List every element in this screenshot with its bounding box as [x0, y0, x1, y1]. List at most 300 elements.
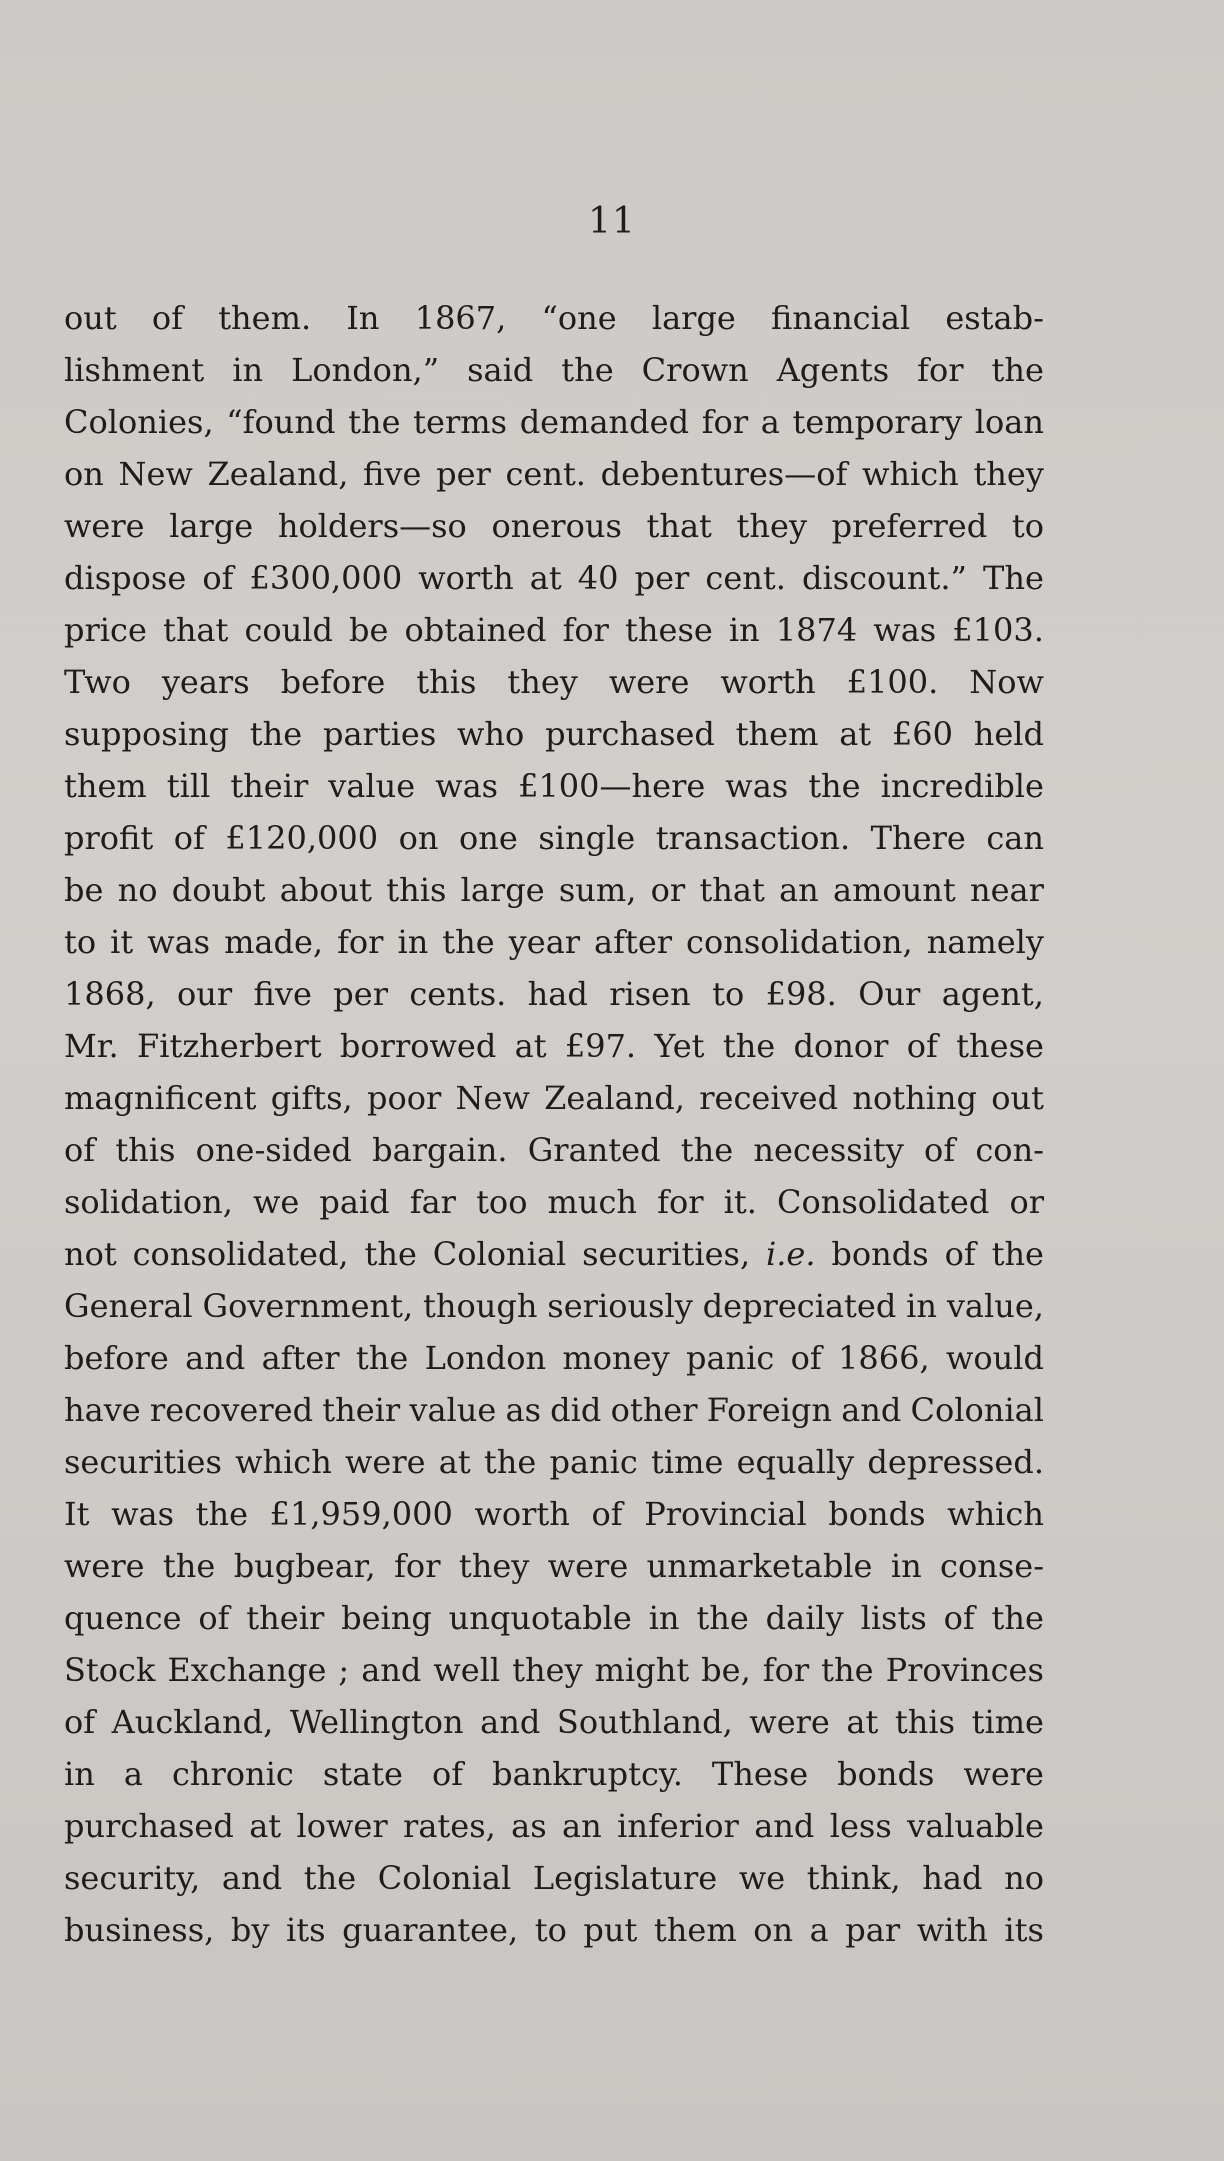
word: can	[986, 819, 1044, 857]
word: that	[646, 507, 712, 545]
word: though	[423, 1287, 538, 1325]
word: 1867,	[414, 299, 507, 337]
text-line	[64, 1696, 1044, 1748]
word: value	[328, 767, 416, 805]
word: seriously	[547, 1287, 693, 1325]
text-line	[64, 500, 1044, 552]
word: lishment	[64, 351, 205, 389]
word: depressed.	[867, 1443, 1044, 1481]
word: they	[507, 663, 578, 701]
word: of	[64, 1131, 96, 1169]
word: on	[398, 819, 439, 857]
word: or	[650, 871, 686, 909]
word: the	[991, 1235, 1044, 1273]
text-line	[64, 448, 1044, 500]
word: the	[483, 1443, 537, 1481]
word: solidation,	[64, 1183, 233, 1221]
word: a	[809, 1911, 829, 1949]
word: daily	[765, 1599, 844, 1637]
word: before	[64, 1339, 169, 1377]
word: a	[760, 403, 780, 441]
word: of	[944, 1235, 976, 1273]
word: Provincial	[644, 1495, 807, 1533]
word: panic	[549, 1443, 638, 1481]
word: for	[562, 611, 609, 649]
word: their	[246, 1599, 325, 1637]
word: this	[386, 871, 447, 909]
word: of	[943, 1599, 975, 1637]
word: Colonial	[377, 1859, 512, 1897]
word: value	[409, 1391, 497, 1429]
word: bonds	[837, 1755, 935, 1793]
text-line	[64, 1748, 1044, 1800]
text-line	[64, 916, 1044, 968]
word: in	[906, 1287, 937, 1325]
word: they	[512, 1651, 583, 1689]
word: Stock	[64, 1651, 156, 1689]
text-line	[64, 1800, 1044, 1852]
word: New	[118, 455, 193, 493]
word: in	[397, 923, 429, 961]
word: Exchange	[167, 1651, 327, 1689]
word: and	[841, 1391, 902, 1429]
word: security,	[64, 1859, 201, 1897]
word: of	[432, 1755, 464, 1793]
word: Auckland,	[111, 1703, 274, 1741]
word: or	[1009, 1183, 1044, 1221]
word: £1,959,000	[269, 1495, 453, 1533]
word: held	[973, 715, 1044, 753]
word: less	[829, 1807, 892, 1845]
word: by	[230, 1911, 270, 1949]
text-line	[64, 552, 1044, 604]
word: might	[594, 1651, 690, 1689]
word: they	[458, 1547, 530, 1585]
text-line	[64, 760, 1044, 812]
word: was	[873, 611, 937, 649]
text-line	[64, 604, 1044, 656]
word: transaction.	[655, 819, 851, 857]
word: were	[345, 1443, 426, 1481]
word: at	[249, 1807, 282, 1845]
word: value,	[946, 1287, 1044, 1325]
word: could	[244, 611, 333, 649]
word: its	[1004, 1911, 1044, 1949]
word: worth	[474, 1495, 570, 1533]
word: £98.	[765, 975, 837, 1013]
word: the	[561, 351, 614, 389]
word: to	[712, 975, 745, 1013]
word: think,	[806, 1859, 901, 1897]
word: who	[457, 715, 525, 753]
word: to	[64, 923, 97, 961]
word: cent.	[505, 455, 586, 493]
word: equally	[736, 1443, 855, 1481]
word: till	[166, 767, 211, 805]
word: in	[648, 1599, 680, 1637]
word: as	[505, 1391, 541, 1429]
word: of	[906, 1027, 938, 1065]
word: £120,000	[225, 819, 379, 857]
word: out	[991, 1079, 1044, 1117]
word: their	[322, 1391, 401, 1429]
word: 1868,	[64, 975, 156, 1013]
word: the	[991, 1599, 1044, 1637]
word: on	[753, 1911, 794, 1949]
text-line	[64, 968, 1044, 1020]
word: these	[956, 1027, 1044, 1065]
word: for	[657, 1183, 704, 1221]
word: them	[735, 715, 819, 753]
word: obtained	[404, 611, 547, 649]
word: terms	[413, 403, 508, 441]
word: were	[963, 1755, 1044, 1793]
word: General	[64, 1287, 193, 1325]
word: “found	[226, 403, 336, 441]
word: securities,	[582, 1235, 751, 1273]
word: was	[435, 767, 499, 805]
word: of	[64, 1703, 96, 1741]
word: time	[971, 1703, 1044, 1741]
word: it.	[723, 1183, 757, 1221]
word: Southland,	[556, 1703, 733, 1741]
word: would	[945, 1339, 1044, 1377]
word: Crown	[641, 351, 749, 389]
text-line	[64, 864, 1044, 916]
word: at	[846, 1703, 879, 1741]
word: large	[460, 871, 545, 909]
word: profit	[64, 819, 154, 857]
word: preferred	[831, 507, 988, 545]
word: said	[467, 351, 534, 389]
word: were	[608, 663, 690, 701]
word: a	[123, 1755, 143, 1793]
word: at	[438, 1443, 471, 1481]
word: Colonial	[910, 1391, 1044, 1429]
word: Fitzherbert	[137, 1027, 322, 1065]
word: of	[173, 819, 205, 857]
word: per	[333, 975, 388, 1013]
word: with	[916, 1911, 988, 1949]
word: being	[341, 1599, 432, 1637]
word: on	[64, 455, 104, 493]
word: £60	[891, 715, 953, 753]
word: about	[279, 871, 372, 909]
word: guarantee,	[342, 1911, 519, 1949]
word: them	[653, 1911, 737, 1949]
word: to	[534, 1911, 567, 1949]
word: were	[749, 1703, 830, 1741]
text-line	[64, 708, 1044, 760]
word: after	[594, 923, 673, 961]
word: risen	[609, 975, 691, 1013]
word: borrowed	[339, 1027, 497, 1065]
word: were	[64, 1547, 145, 1585]
word: These	[711, 1755, 809, 1793]
word: consolidation,	[686, 923, 913, 961]
word: 40	[577, 559, 619, 597]
word: It	[64, 1495, 90, 1533]
text-line	[64, 656, 1044, 708]
word: out	[64, 299, 117, 337]
word: much	[547, 1183, 638, 1221]
text-line	[64, 1384, 1044, 1436]
word: donor	[793, 1027, 889, 1065]
word: Two	[64, 663, 131, 701]
word: and	[185, 1339, 246, 1377]
word: that	[699, 871, 765, 909]
word: demanded	[519, 403, 690, 441]
word: the	[442, 923, 495, 961]
word: purchased	[64, 1807, 234, 1845]
text-line	[64, 1540, 1044, 1592]
text-line	[64, 1332, 1044, 1384]
word: be	[349, 611, 389, 649]
word: Yet	[654, 1027, 705, 1065]
word: put	[583, 1911, 638, 1949]
word: our	[176, 975, 233, 1013]
word: financial	[771, 299, 911, 337]
word: Wellington	[289, 1703, 464, 1741]
word: Zealand,	[207, 455, 349, 493]
word: we	[738, 1859, 786, 1897]
word: agent,	[941, 975, 1044, 1013]
word: price	[64, 611, 147, 649]
word: this	[416, 663, 477, 701]
word: was	[725, 767, 789, 805]
word: the	[821, 1651, 874, 1689]
word: poor	[366, 1079, 442, 1117]
word: this	[115, 1131, 176, 1169]
word: for	[762, 1651, 810, 1689]
word: large	[651, 299, 736, 337]
word: consolidated,	[132, 1235, 349, 1273]
body-text	[64, 292, 1044, 1956]
word: per	[634, 559, 690, 597]
word: of	[198, 1599, 230, 1637]
word: valuable	[907, 1807, 1044, 1845]
word: £100.	[846, 663, 939, 701]
word: quence	[64, 1599, 182, 1637]
word: depreciated	[702, 1287, 897, 1325]
word: the	[249, 715, 303, 753]
word: of	[151, 299, 184, 337]
word: Provinces	[885, 1651, 1044, 1689]
word: the	[722, 1027, 776, 1065]
word: years	[161, 663, 250, 701]
text-line	[64, 344, 1044, 396]
word: five	[363, 455, 422, 493]
word: one-sided	[195, 1131, 352, 1169]
word: money	[562, 1339, 670, 1377]
word: debentures—of	[600, 455, 848, 493]
word: and	[221, 1859, 283, 1897]
text-line	[64, 1644, 1044, 1696]
page-number: 11	[588, 201, 636, 242]
word: New	[455, 1079, 530, 1117]
word: of	[591, 1495, 623, 1533]
word: estab-	[945, 299, 1044, 337]
word: in	[232, 351, 264, 389]
word: no	[117, 871, 158, 909]
word: per	[436, 455, 491, 493]
word: made,	[224, 923, 324, 961]
word: time	[651, 1443, 724, 1481]
word: the	[696, 1599, 749, 1637]
word: Zealand,	[544, 1079, 685, 1117]
word: their	[230, 767, 309, 805]
word: worth	[720, 663, 816, 701]
text-line	[64, 1280, 1044, 1332]
word: loan	[974, 403, 1044, 441]
word: which	[235, 1443, 332, 1481]
word: the	[364, 1235, 417, 1273]
word: an	[562, 1807, 602, 1845]
word: bankruptcy.	[492, 1755, 683, 1793]
word: at	[839, 715, 872, 753]
word: was	[147, 923, 211, 961]
word: purchased	[545, 715, 715, 753]
word: for	[917, 351, 964, 389]
word: of	[790, 1339, 822, 1377]
word: and	[361, 1651, 422, 1689]
word: the	[195, 1495, 249, 1533]
text-line	[64, 1228, 1044, 1280]
word: other	[610, 1391, 698, 1429]
word: holders—so	[277, 507, 467, 545]
word: amount	[833, 871, 956, 909]
word: cent.	[705, 559, 786, 597]
word: have	[64, 1391, 141, 1429]
word: this	[894, 1703, 956, 1741]
text-line	[64, 1072, 1044, 1124]
word: Mr.	[64, 1027, 119, 1065]
word: sum,	[558, 871, 637, 909]
word: conse-	[940, 1547, 1044, 1585]
word: them	[64, 767, 147, 805]
word: was	[111, 1495, 174, 1533]
word: unquotable	[448, 1599, 632, 1637]
word: the	[991, 351, 1044, 389]
text-line	[64, 292, 1044, 344]
word: discount.”	[801, 559, 967, 597]
word: 1874	[775, 611, 858, 649]
word: them.	[218, 299, 312, 337]
text-line	[64, 1176, 1044, 1228]
word: Agents	[776, 351, 890, 389]
word: Government,	[202, 1287, 414, 1325]
word: the	[303, 1859, 357, 1897]
word: £300,000	[249, 559, 403, 597]
word: for	[337, 923, 384, 961]
word: be	[64, 871, 104, 909]
word: in	[64, 1755, 95, 1793]
word: at	[514, 1027, 547, 1065]
word: business,	[64, 1911, 215, 1949]
word: the	[808, 767, 861, 805]
word: well	[433, 1651, 501, 1689]
word: the	[680, 1131, 734, 1169]
word: recovered	[149, 1391, 314, 1429]
word: for	[701, 403, 749, 441]
text-line	[64, 1436, 1044, 1488]
word: we	[252, 1183, 300, 1221]
text-line	[64, 1124, 1044, 1176]
word: parties	[322, 715, 437, 753]
word: not	[64, 1235, 117, 1273]
word: Consolidated	[776, 1183, 990, 1221]
word: panic	[685, 1339, 775, 1377]
word: Granted	[527, 1131, 661, 1169]
word: they	[736, 507, 808, 545]
word: “one	[541, 299, 617, 337]
word: far	[409, 1183, 456, 1221]
word: it	[110, 923, 134, 961]
word: state	[322, 1755, 403, 1793]
word: temporary	[792, 403, 963, 441]
word: year	[508, 923, 581, 961]
word: did	[550, 1391, 602, 1429]
word: of	[924, 1131, 956, 1169]
word: lower	[296, 1807, 388, 1845]
word: were	[547, 1547, 629, 1585]
word: dispose	[64, 559, 187, 597]
word: after	[261, 1339, 340, 1377]
word: these	[625, 611, 713, 649]
word: ;	[338, 1651, 350, 1689]
word: bonds	[828, 1495, 926, 1533]
word: large	[169, 507, 254, 545]
word: Now	[969, 663, 1044, 701]
word: one	[458, 819, 518, 857]
word: nothing	[852, 1079, 977, 1117]
word: Legislature	[532, 1859, 718, 1897]
word: they	[973, 455, 1044, 493]
word: in	[728, 611, 760, 649]
text-line	[64, 1488, 1044, 1540]
word: chronic	[171, 1755, 294, 1793]
word: that	[162, 611, 229, 649]
word: of	[202, 559, 234, 597]
word: 1866,	[838, 1339, 930, 1377]
word: £103.	[952, 611, 1044, 649]
word: In	[346, 299, 380, 337]
word: five	[253, 975, 312, 1013]
word: rates,	[403, 1807, 496, 1845]
word: doubt	[171, 871, 266, 909]
text-line	[64, 396, 1044, 448]
word: in	[890, 1547, 922, 1585]
word: too	[476, 1183, 528, 1221]
text-line	[64, 1020, 1044, 1072]
word: which	[947, 1495, 1044, 1533]
word: before	[280, 663, 386, 701]
word: There	[870, 819, 966, 857]
word: £97.	[564, 1027, 637, 1065]
word: securities	[64, 1443, 222, 1481]
text-line	[64, 1852, 1044, 1904]
word: as	[511, 1807, 547, 1845]
word: par	[845, 1911, 901, 1949]
word: London,”	[291, 351, 440, 389]
word: the	[162, 1547, 216, 1585]
word: £100—here	[518, 767, 706, 805]
word: necessity	[753, 1131, 904, 1169]
word: Our	[858, 975, 921, 1013]
word: lists	[860, 1599, 927, 1637]
word: near	[970, 871, 1044, 909]
word: bargain.	[372, 1131, 508, 1169]
